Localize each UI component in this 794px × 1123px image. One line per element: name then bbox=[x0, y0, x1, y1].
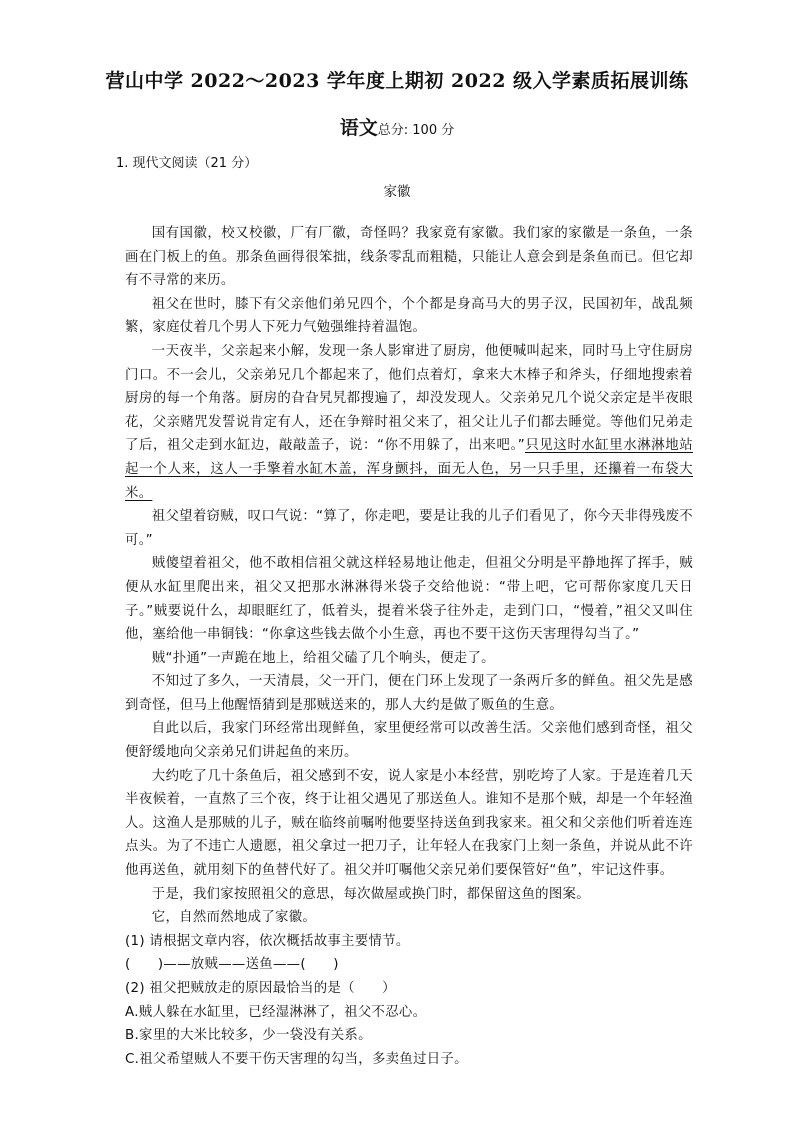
underlined-passage: 只见这时水缸里水淋淋地站起一个人来，这人一手擎着水缸木盖，浑身颤抖，面无人色，另一只手里，还攥着一布袋大米。 bbox=[125, 438, 693, 501]
question-1-prompt: (1) 请根据文章内容，依次概括故事主要情节。 bbox=[125, 933, 410, 949]
paragraph: 祖父在世时，膝下有父亲他们弟兄四个，个个都是身高马大的男子汉，民国初年，战乱频繁，家庭仗着几个男人下死力气勉强维持着温饱。 bbox=[125, 296, 693, 336]
total-score: 总分: 100 分 bbox=[377, 123, 455, 138]
paragraph bbox=[125, 340, 693, 505]
subject-line bbox=[0, 113, 794, 140]
subject-name: 语文 bbox=[339, 117, 378, 139]
question-2-option-a: A.贼人躲在水缸里，已经湿淋淋了，祖父不忍心。 bbox=[125, 1004, 427, 1020]
paragraph: 贼傻望着祖父，他不敢相信祖父就这样轻易地让他走，但祖父分明是平静地挥了挥手，贼便从水缸里爬出来，祖父又把那水淋淋得米袋子交给他说：“带上吧，它可帮你家度几天日子。”贼要说什么，却眼眶红了，低着头，提着米袋子往外走，走到门口，“慢着，”祖父又叫住他，塞给他一串铜钱：“你拿这些钱去做个小生意，再也不要干这伤天害理得勾当了。” bbox=[125, 556, 693, 643]
paragraph: 国有国徽，校又校徽，厂有厂徽，奇怪吗？我家竟有家徽。我们家的家徽是一条鱼，一条画在门板上的鱼。那条鱼画得很笨拙，线条零乱而粗糙，只能让人意会到是条鱼而已。但它却有不寻常的来历。 bbox=[125, 226, 693, 289]
question-1-answer-blank: ( )——放贼——送鱼——( ) bbox=[125, 957, 339, 973]
paragraph: 于是，我们家按照祖父的意思，每次做屋或换门时，都保留这鱼的图案。 bbox=[151, 886, 590, 902]
paragraph: 祖父望着窃贼，叹口气说：“算了，你走吧，要是让我的儿子们看见了，你今天非得残废不可。” bbox=[125, 509, 693, 548]
question-2-option-b: B.家里的大米比较多，少一袋没有关系。 bbox=[125, 1028, 372, 1044]
section-heading: 1. 现代文阅读（21 分） bbox=[116, 156, 258, 171]
question-2-prompt: (2) 祖父把贼放走的原因最恰当的是（ ） bbox=[125, 981, 396, 996]
article-title: 家徽 bbox=[383, 184, 411, 200]
paragraph: 自此以后，我家门环经常出现鲜鱼，家里便经常可以改善生活。父亲他们感到奇怪，祖父便舒缓地向父亲弟兄们讲起鱼的来历。 bbox=[125, 721, 693, 761]
paragraph-text: 一天夜半，父亲起来小解，发现一条人影窜进了厨房，他便喊叫起来，同时马上守住厨房门口。不一会儿，父亲弟兄几个都起来了，他们点着灯，拿来大木棒子和斧头，仔细地搜索着厨房的每一个角落。厨房的旮旮旯旯都搜遍了，却没发现人。父亲弟兄几个说父亲定是半夜眼花，父亲赌咒发誓说肯定有人，还在争辩时祖父来了，祖父让儿子们都去睡觉。等他们兄弟走了后，祖父走到水缸边，敲敲盖子，说：“你不用躲了，出来吧。” bbox=[125, 343, 693, 454]
paragraph: 它，自然而然地成了家徽。 bbox=[151, 910, 317, 926]
question-2-option-c: C.祖父希望贼人不要干伤天害理的勾当，多卖鱼过日子。 bbox=[125, 1051, 468, 1067]
page-title: 营山中学 2022～2023 学年度上期初 2022 级入学素质拓展训练 bbox=[105, 70, 689, 92]
paragraph: 不知过了多久，一天清晨，父一开门，便在门环上发现了一条两斤多的鲜鱼。祖父先是感到奇怪，但马上他醒悟猜到是那贼送来的，那人大约是做了贩鱼的生意。 bbox=[125, 674, 693, 713]
article-body bbox=[125, 222, 693, 1071]
paragraph: 大约吃了几十条鱼后，祖父感到不安，说人家是小本经营，别吃垮了人家。于是连着几天半夜候着，一直熬了三个夜，终于让祖父遇见了那送鱼人。谁知不是那个贼，却是一个年轻渔人。这渔人是那贼的儿子，贼在临终前嘱咐他要坚持送鱼到我家来。祖父和父亲他们听着连连点头。为了不违亡人遗愿，祖父拿过一把刀子，让年轻人在我家门上刻一条鱼，并说从此不许他再送鱼，就用刻下的鱼替代好了。祖父并叮嘱他父亲兄弟们要保管好“鱼”，牢记这件事。 bbox=[125, 768, 693, 879]
paragraph: 贼“扑通”一声跪在地上，给祖父磕了几个响头，便走了。 bbox=[151, 650, 495, 666]
